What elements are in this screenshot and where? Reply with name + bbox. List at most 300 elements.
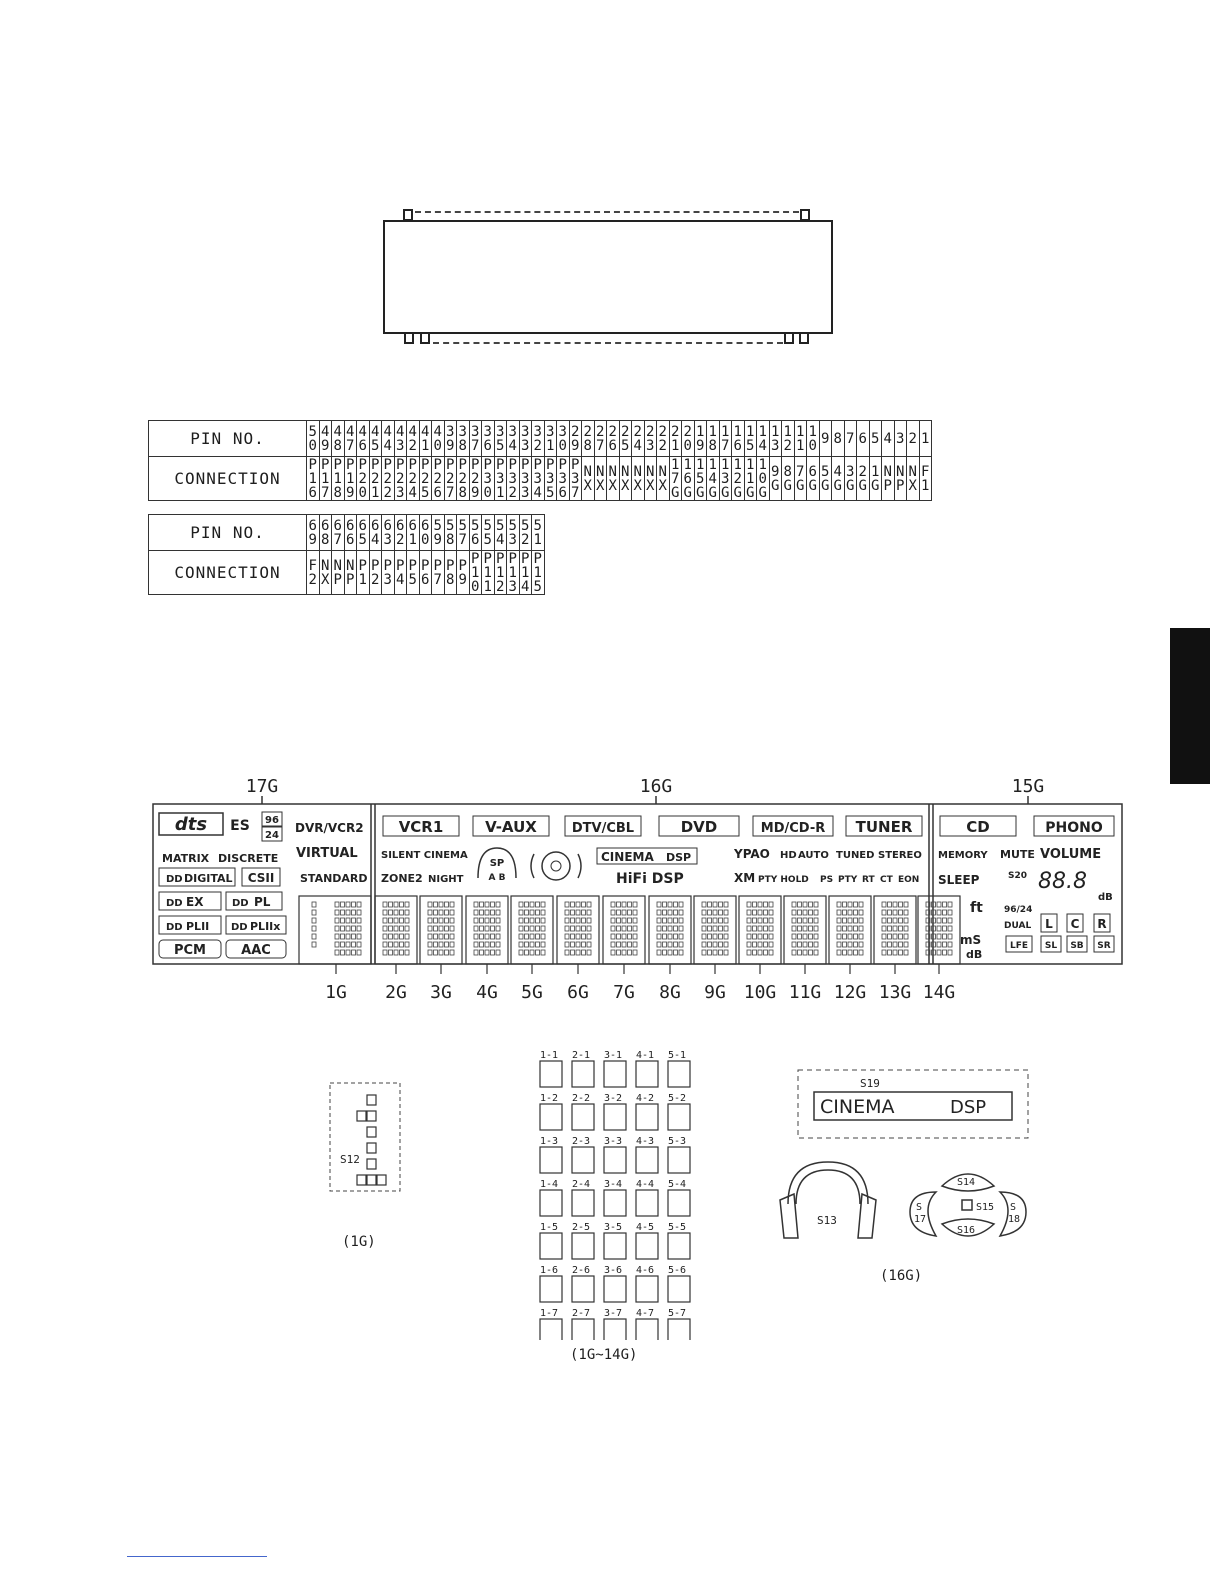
matrix-dot xyxy=(571,942,575,947)
matrix-dot xyxy=(943,910,947,915)
s13-label: S13 xyxy=(817,1214,837,1227)
footer-rule xyxy=(127,1556,267,1557)
matrix-dot xyxy=(389,918,393,923)
matrix-cell-label: 2-5 xyxy=(572,1222,591,1233)
matrix-dot xyxy=(405,942,409,947)
matrix-dot xyxy=(719,902,723,907)
matrix-cell-label: 5-5 xyxy=(668,1222,687,1233)
ypao-label: YPAO xyxy=(734,847,770,861)
connection-cell: P 4 xyxy=(394,551,407,595)
matrix-dot xyxy=(814,942,818,947)
matrix-dot xyxy=(587,926,591,931)
csii-label: CSII xyxy=(247,871,275,885)
matrix-cell-label: 4-6 xyxy=(636,1265,655,1276)
matrix-dot xyxy=(848,942,852,947)
matrix-dot xyxy=(943,902,947,907)
dual-label: DUAL xyxy=(1004,921,1032,931)
character-cell-6g xyxy=(557,896,599,964)
pin-number-cell: 1 7 xyxy=(719,421,732,457)
matrix-cell xyxy=(540,1190,562,1216)
matrix-dot xyxy=(394,910,398,915)
pcm-label: PCM xyxy=(173,943,207,958)
dolby-double-d-icon: DD xyxy=(232,898,249,909)
matrix-dot xyxy=(496,942,500,947)
matrix-dot xyxy=(450,950,454,955)
matrix-dot xyxy=(904,902,908,907)
character-cell-5g xyxy=(511,896,553,964)
matrix-dot xyxy=(848,918,852,923)
matrix-cell-label: 5-4 xyxy=(668,1179,687,1190)
connection-cell: 1 G xyxy=(869,457,882,501)
character-cell-13g xyxy=(874,896,916,964)
matrix-dot xyxy=(611,926,615,931)
matrix-dot xyxy=(758,950,762,955)
connection-cell: P 3 3 xyxy=(519,457,532,501)
matrix-dot xyxy=(859,910,863,915)
connection-cell: P 1 7 xyxy=(319,457,332,501)
matrix-dot xyxy=(814,918,818,923)
grid-label-16g: 16G xyxy=(639,776,673,797)
matrix-dot xyxy=(899,910,903,915)
matrix-dot xyxy=(525,950,529,955)
matrix-dot xyxy=(668,910,672,915)
connection-cell: 5 G xyxy=(819,457,832,501)
matrix-dot xyxy=(571,950,575,955)
matrix-dot xyxy=(565,950,569,955)
connection-cell: P 9 xyxy=(457,551,470,595)
pin-number-cell: 6 1 xyxy=(407,515,420,551)
connection-cell: P 2 9 xyxy=(469,457,482,501)
matrix-dot xyxy=(405,918,409,923)
matrix-cell xyxy=(604,1319,626,1340)
lfe-label: LFE xyxy=(1009,941,1029,951)
pin-number-cell: 3 7 xyxy=(469,421,482,457)
matrix-cell-label: 1-4 xyxy=(540,1179,559,1190)
matrix-dot xyxy=(724,950,728,955)
matrix-dot xyxy=(357,934,361,939)
connection-cell: P 1 2 xyxy=(494,551,507,595)
matrix-dot xyxy=(536,934,540,939)
matrix-dot xyxy=(519,926,523,931)
matrix-dot xyxy=(904,910,908,915)
matrix-dot xyxy=(679,918,683,923)
matrix-dot xyxy=(622,942,626,947)
matrix-dot xyxy=(882,902,886,907)
matrix-dot xyxy=(439,942,443,947)
matrix-dot xyxy=(708,950,712,955)
matrix-dot xyxy=(904,918,908,923)
matrix-dot xyxy=(428,950,432,955)
matrix-dot xyxy=(769,942,773,947)
matrix-dot xyxy=(633,926,637,931)
matrix-dot xyxy=(888,910,892,915)
xm-label: XM xyxy=(734,871,756,885)
connection-cell: P 2 5 xyxy=(419,457,432,501)
matrix-dot xyxy=(389,942,393,947)
matrix-dot xyxy=(899,950,903,955)
matrix-dot xyxy=(792,950,796,955)
s18-label-a: S xyxy=(1010,1202,1017,1213)
matrix-dot xyxy=(357,942,361,947)
matrix-dot xyxy=(491,950,495,955)
matrix-dot xyxy=(519,950,523,955)
pin-no-header: PIN NO. xyxy=(149,515,307,551)
pin-number-cell: 5 xyxy=(869,421,882,457)
module-pin-tab xyxy=(784,332,794,344)
matrix-dot xyxy=(702,942,706,947)
pin-number-cell: 1 xyxy=(919,421,932,457)
connection-cell: P 3 1 xyxy=(494,457,507,501)
matrix-dot xyxy=(948,942,952,947)
matrix-dot xyxy=(383,942,387,947)
matrix-dot xyxy=(480,926,484,931)
input-v-aux: V-AUX xyxy=(485,818,537,836)
matrix-dot xyxy=(576,918,580,923)
matrix-dot xyxy=(491,926,495,931)
matrix-dot xyxy=(702,950,706,955)
connection-cell: 1 0 G xyxy=(757,457,770,501)
matrix-dot xyxy=(888,934,892,939)
matrix-cell xyxy=(604,1147,626,1173)
matrix-cell xyxy=(604,1276,626,1302)
matrix-dot xyxy=(450,902,454,907)
grid-label-10g: 10G xyxy=(743,982,777,1003)
matrix-cell xyxy=(668,1233,690,1259)
matrix-cell xyxy=(636,1147,658,1173)
k24-label: 24 xyxy=(265,830,279,841)
matrix-dot xyxy=(445,934,449,939)
pin-number-cell: 1 3 xyxy=(769,421,782,457)
matrix-dot xyxy=(854,950,858,955)
pin-number-cell: 2 1 xyxy=(669,421,682,457)
pin-number-cell: 2 7 xyxy=(594,421,607,457)
pin-number-cell: 8 xyxy=(832,421,845,457)
matrix-dot xyxy=(803,942,807,947)
s19-label: S19 xyxy=(860,1077,880,1090)
input-md-cd-r: MD/CD-R xyxy=(760,821,826,836)
matrix-dot xyxy=(679,934,683,939)
matrix-dot xyxy=(352,910,356,915)
pin-no-header: PIN NO. xyxy=(149,421,307,457)
connection-cell: 1 4 G xyxy=(707,457,720,501)
matrix-dot xyxy=(587,918,591,923)
matrix-dot xyxy=(450,910,454,915)
pin-number-cell: 5 5 xyxy=(482,515,495,551)
matrix-dot xyxy=(859,926,863,931)
connection-cell: N X xyxy=(632,457,645,501)
grid-label-13g: 13G xyxy=(878,982,912,1003)
character-cell-7g xyxy=(603,896,645,964)
matrix-dot xyxy=(491,934,495,939)
pin-number-cell: 4 5 xyxy=(369,421,382,457)
matrix-dot xyxy=(525,918,529,923)
connection-cell: N X xyxy=(619,457,632,501)
matrix-dot xyxy=(809,926,813,931)
zone2-label: ZONE2 xyxy=(381,872,423,885)
input-tuner: TUNER xyxy=(855,818,913,836)
matrix-dot xyxy=(617,950,621,955)
matrix-dot xyxy=(747,926,751,931)
matrix-dot xyxy=(764,926,768,931)
matrix-dot xyxy=(389,950,393,955)
matrix-dot xyxy=(525,902,529,907)
connection-cell: N P xyxy=(332,551,345,595)
matrix-cell xyxy=(604,1061,626,1087)
connection-cell: P 5 xyxy=(407,551,420,595)
virtual-label: VIRTUAL xyxy=(296,846,358,861)
matrix-dot xyxy=(753,950,757,955)
matrix-dot xyxy=(859,942,863,947)
matrix-dot xyxy=(496,934,500,939)
matrix-dot xyxy=(525,942,529,947)
matrix-dot xyxy=(445,918,449,923)
matrix-dot xyxy=(843,926,847,931)
module-pin-tab xyxy=(404,332,414,344)
matrix-dot xyxy=(937,926,941,931)
detail-16g-caption: (16G) xyxy=(880,1268,923,1284)
matrix-cell xyxy=(572,1147,594,1173)
pin-number-cell: 2 4 xyxy=(632,421,645,457)
s17-label-a: S xyxy=(916,1202,923,1213)
dolby-plii-label: PLII xyxy=(186,920,210,933)
matrix-dot xyxy=(389,934,393,939)
matrix-dot xyxy=(679,926,683,931)
matrix-dot xyxy=(352,918,356,923)
pin-number-cell: 3 9 xyxy=(444,421,457,457)
input-dvr-vcr2: DVR/VCR2 xyxy=(295,821,364,835)
pin-number-cell: 5 2 xyxy=(519,515,532,551)
connection-cell: N X xyxy=(907,457,920,501)
matrix-dot xyxy=(530,918,534,923)
matrix-dot xyxy=(843,902,847,907)
matrix-dot xyxy=(663,902,667,907)
matrix-cell xyxy=(636,1276,658,1302)
matrix-dot xyxy=(628,902,632,907)
discrete-label: DISCRETE xyxy=(218,852,279,865)
connection-cell: P 7 xyxy=(432,551,445,595)
matrix-dot xyxy=(480,950,484,955)
matrix-dot xyxy=(708,934,712,939)
matrix-dot xyxy=(719,910,723,915)
matrix-dot xyxy=(434,918,438,923)
matrix-dot xyxy=(753,902,757,907)
matrix-dot xyxy=(893,934,897,939)
matrix-dot xyxy=(904,926,908,931)
matrix-dot xyxy=(346,934,350,939)
channel-sb: SB xyxy=(1070,941,1084,951)
channel-sr: SR xyxy=(1097,941,1111,951)
matrix-dot xyxy=(582,942,586,947)
dolby-pl-label: PL xyxy=(254,895,271,909)
detail-matrix-caption: (1G~14G) xyxy=(570,1347,638,1363)
matrix-dot xyxy=(450,934,454,939)
matrix-dot xyxy=(657,926,661,931)
matrix-cell-label: 1-3 xyxy=(540,1136,559,1147)
matrix-dot xyxy=(854,926,858,931)
matrix-dot xyxy=(904,934,908,939)
connection-cell: N X xyxy=(607,457,620,501)
matrix-dot xyxy=(764,950,768,955)
matrix-dot xyxy=(713,942,717,947)
matrix-dot xyxy=(611,942,615,947)
connection-cell: P 2 xyxy=(369,551,382,595)
matrix-dot xyxy=(541,942,545,947)
matrix-dot xyxy=(854,918,858,923)
matrix-dot xyxy=(622,918,626,923)
matrix-dot xyxy=(565,926,569,931)
matrix-dot xyxy=(724,942,728,947)
matrix-dot xyxy=(474,918,478,923)
grid-label-4g: 4G xyxy=(476,982,498,1003)
segment-s12 xyxy=(312,910,316,915)
matrix-dot xyxy=(859,902,863,907)
tuned-label: TUNED xyxy=(836,850,875,861)
dolby-double-d-icon: DD xyxy=(166,874,183,885)
matrix-cell xyxy=(668,1104,690,1130)
dolby-digital-label: DIGITAL xyxy=(184,872,233,885)
matrix-dot xyxy=(474,926,478,931)
channel-sl: SL xyxy=(1044,941,1058,951)
matrix-dot xyxy=(702,902,706,907)
matrix-dot xyxy=(582,910,586,915)
matrix-dot xyxy=(943,926,947,931)
matrix-dot xyxy=(948,902,952,907)
matrix-dot xyxy=(389,926,393,931)
grid-label-6g: 6G xyxy=(567,982,589,1003)
pin-number-cell: 2 6 xyxy=(607,421,620,457)
matrix-cell-label: 1-7 xyxy=(540,1308,559,1319)
matrix-dot xyxy=(485,942,489,947)
matrix-cell-label: 5-6 xyxy=(668,1265,687,1276)
matrix-dot xyxy=(803,950,807,955)
sp-label: SP xyxy=(489,858,505,869)
pin-number-cell: 7 xyxy=(844,421,857,457)
matrix-dot xyxy=(541,918,545,923)
matrix-dot xyxy=(335,902,339,907)
matrix-dot xyxy=(389,910,393,915)
matrix-dot xyxy=(747,950,751,955)
matrix-dot xyxy=(341,926,345,931)
matrix-cell-label: 5-2 xyxy=(668,1093,687,1104)
matrix-dot xyxy=(753,910,757,915)
pin-number-cell: 4 xyxy=(882,421,895,457)
matrix-dot xyxy=(519,918,523,923)
matrix-dot xyxy=(937,942,941,947)
k96-24-label: 96/24 xyxy=(1004,905,1033,915)
grid-label-12g: 12G xyxy=(833,982,867,1003)
matrix-dot xyxy=(525,910,529,915)
connection-cell: P 6 xyxy=(419,551,432,595)
matrix-dot xyxy=(798,942,802,947)
pin-number-cell: 1 2 xyxy=(782,421,795,457)
matrix-dot xyxy=(803,910,807,915)
pin-number-cell: 4 9 xyxy=(319,421,332,457)
matrix-dot xyxy=(708,910,712,915)
pin-number-cell: 1 4 xyxy=(757,421,770,457)
matrix-dot xyxy=(893,926,897,931)
matrix-dot xyxy=(663,918,667,923)
pin-number-cell: 1 6 xyxy=(732,421,745,457)
matrix-dot xyxy=(400,910,404,915)
pin-number-cell: 3 1 xyxy=(544,421,557,457)
grid-label-11g: 11G xyxy=(788,982,822,1003)
matrix-dot xyxy=(335,910,339,915)
matrix-dot xyxy=(674,934,678,939)
matrix-cell xyxy=(604,1104,626,1130)
matrix-cell-label: 3-1 xyxy=(604,1050,623,1061)
matrix-dot xyxy=(859,918,863,923)
matrix-dot xyxy=(943,942,947,947)
matrix-cell xyxy=(572,1233,594,1259)
matrix-dot xyxy=(882,942,886,947)
matrix-dot xyxy=(519,934,523,939)
matrix-dot xyxy=(809,942,813,947)
matrix-dot xyxy=(519,902,523,907)
matrix-dot xyxy=(657,902,661,907)
matrix-dot xyxy=(943,950,947,955)
matrix-dot xyxy=(496,926,500,931)
matrix-dot xyxy=(341,910,345,915)
matrix-dot xyxy=(445,902,449,907)
matrix-dot xyxy=(357,950,361,955)
matrix-dot xyxy=(758,926,762,931)
surround-speaker-icon xyxy=(542,852,570,880)
s18-label-b: 18 xyxy=(1008,1214,1021,1225)
matrix-dot xyxy=(948,950,952,955)
matrix-dot xyxy=(565,934,569,939)
connection-cell: P 2 6 xyxy=(432,457,445,501)
matrix-dot xyxy=(837,926,841,931)
pin-number-cell: 2 9 xyxy=(569,421,582,457)
matrix-dot xyxy=(893,950,897,955)
matrix-cell-label: 5-3 xyxy=(668,1136,687,1147)
cinema-label: CINEMA xyxy=(601,850,654,864)
matrix-dot xyxy=(758,902,762,907)
matrix-dot xyxy=(525,926,529,931)
matrix-dot xyxy=(882,926,886,931)
matrix-dot xyxy=(628,950,632,955)
matrix-cell-label: 2-2 xyxy=(572,1093,591,1104)
matrix-dot xyxy=(491,942,495,947)
input-phono: PHONO xyxy=(1045,820,1103,836)
matrix-dot xyxy=(445,942,449,947)
matrix-dot xyxy=(335,950,339,955)
matrix-dot xyxy=(888,926,892,931)
matrix-dot xyxy=(663,942,667,947)
matrix-dot xyxy=(496,910,500,915)
matrix-dot xyxy=(480,902,484,907)
connection-cell: P 3 7 xyxy=(569,457,582,501)
matrix-dot xyxy=(764,902,768,907)
matrix-dot xyxy=(814,926,818,931)
pin-number-cell: 6 6 xyxy=(344,515,357,551)
connection-cell: P 3 6 xyxy=(557,457,570,501)
matrix-dot xyxy=(496,918,500,923)
matrix-cell-label: 3-6 xyxy=(604,1265,623,1276)
matrix-dot xyxy=(474,934,478,939)
pin-number-cell: 3 3 xyxy=(519,421,532,457)
matrix-dot xyxy=(428,934,432,939)
connection-cell: P 2 1 xyxy=(369,457,382,501)
matrix-dot xyxy=(628,934,632,939)
matrix-dot xyxy=(803,918,807,923)
matrix-dot xyxy=(633,934,637,939)
matrix-cell xyxy=(636,1233,658,1259)
matrix-dot xyxy=(565,910,569,915)
grid-label-15g: 15G xyxy=(1011,776,1045,797)
matrix-dot xyxy=(445,950,449,955)
matrix-dot xyxy=(450,926,454,931)
